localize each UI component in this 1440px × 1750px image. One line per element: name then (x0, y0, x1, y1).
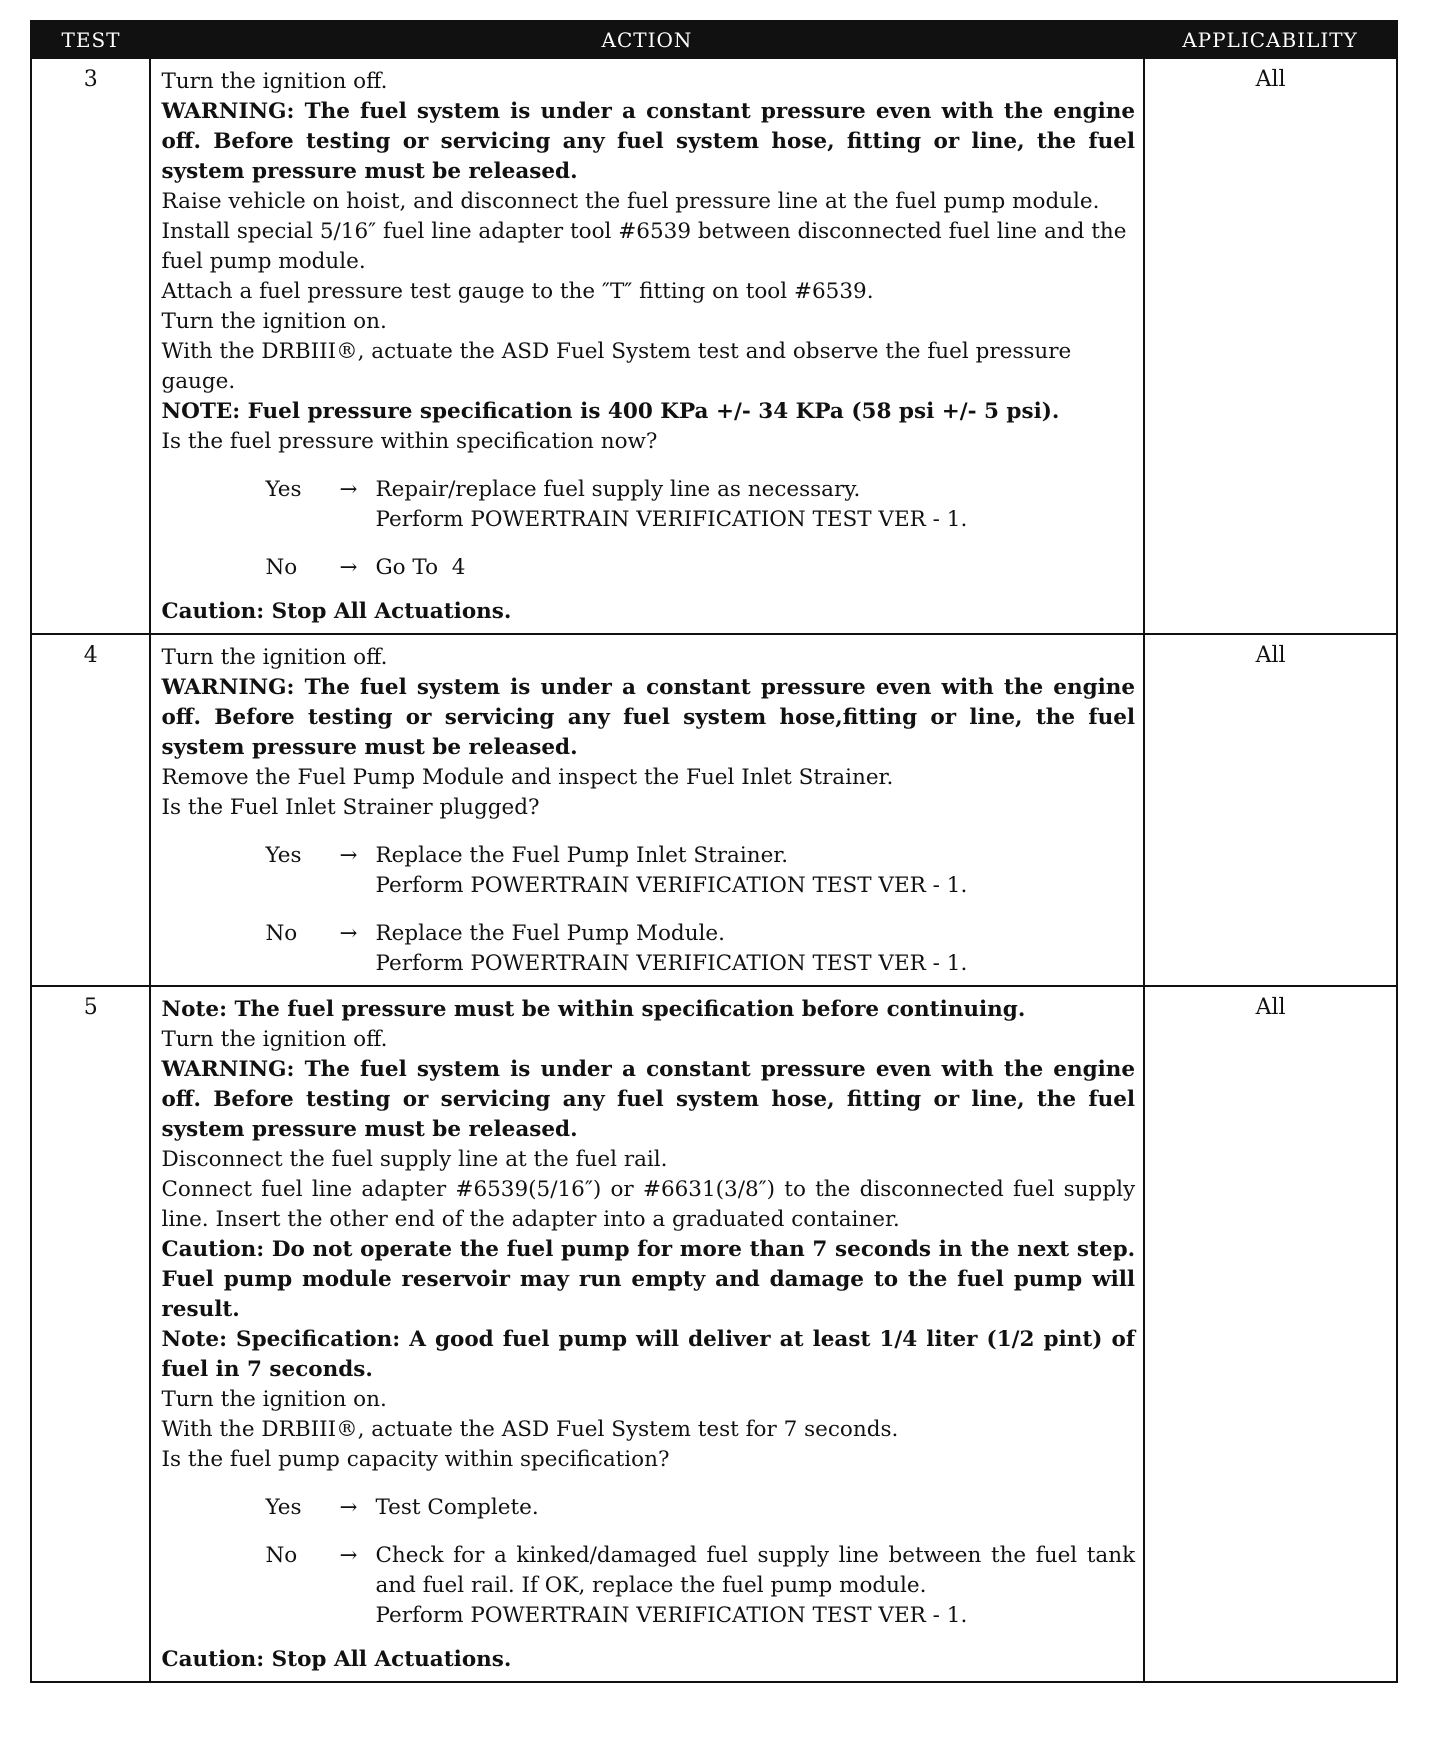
yes-label: Yes (265, 477, 302, 502)
step-text: Turn the ignition off. (161, 69, 388, 94)
no-label: No (265, 921, 298, 946)
caution-text: Caution: Do not operate the fuel pump for more than 7 seconds in the next step. Fuel pump module reservoir may run empty and damage to the fuel pump will result. (161, 1237, 1136, 1322)
test-number: 4 (32, 635, 151, 985)
step-text: Turn the ignition off. (161, 1027, 388, 1052)
question-text: Is the fuel pressure within specification now? (161, 429, 658, 454)
table-body (30, 59, 1398, 1683)
yes-result: Perform POWERTRAIN VERIFICATION TEST VER - 1. (375, 873, 968, 898)
arrow-icon: → (339, 843, 358, 868)
note-text: Note: Specification: A good fuel pump will deliver at least 1/4 liter (1/2 pint) of fuel in 7 seconds. (161, 1327, 1136, 1382)
yes-branch (265, 475, 1135, 535)
test-number: 3 (32, 59, 151, 633)
no-branch (265, 919, 1135, 979)
action-cell (151, 635, 1145, 985)
no-branch (265, 1541, 1135, 1631)
header-applicability: APPLICABILITY (1182, 27, 1358, 52)
step-text: Connect fuel line adapter #6539(5/16″) or #6631(3/8″) to the disconnected fuel supply line. Insert the other end of the adapter into a graduated container. (161, 1177, 1136, 1232)
header-action: ACTION (601, 27, 693, 52)
applicability: All (1255, 995, 1286, 1020)
note-text: Note: The fuel pressure must be within specification before continuing. (161, 997, 1026, 1022)
step-text: Turn the ignition off. (161, 645, 388, 670)
question-text: Is the Fuel Inlet Strainer plugged? (161, 795, 540, 820)
arrow-icon: → (339, 921, 358, 946)
step-text: Raise vehicle on hoist, and disconnect the fuel pressure line at the fuel pump module. (161, 189, 1100, 214)
no-branch (265, 553, 1135, 583)
test-number: 5 (32, 987, 151, 1681)
step-text: Turn the ignition on. (161, 309, 387, 334)
applicability: All (1255, 67, 1286, 92)
no-result: Check for a kinked/damaged fuel supply line between the fuel tank and fuel rail. If OK, replace the fuel pump module. (375, 1543, 1136, 1598)
step-text: Attach a fuel pressure test gauge to the ″T″ fitting on tool #6539. (161, 279, 874, 304)
arrow-icon: → (339, 1495, 358, 1520)
yes-label: Yes (265, 1495, 302, 1520)
yes-result: Test Complete. (375, 1495, 539, 1520)
warning-text: WARNING: The fuel system is under a constant pressure even with the engine off. Before testing or servicing any fuel system hose, fitting or line, the fuel system pressure must be released. (161, 1057, 1136, 1142)
yes-branch (265, 1493, 1135, 1523)
action-cell (151, 59, 1145, 633)
question-text: Is the fuel pump capacity within specification? (161, 1447, 670, 1472)
applicability: All (1255, 643, 1286, 668)
step-text: Remove the Fuel Pump Module and inspect the Fuel Inlet Strainer. (161, 765, 894, 790)
note-text: NOTE: Fuel pressure specification is 400 KPa +/- 34 KPa (58 psi +/- 5 psi). (161, 399, 1060, 424)
warning-text: WARNING: The fuel system is under a constant pressure even with the engine off. Before testing or servicing any fuel system hose,fitting or line, the fuel system pressure must be released. (161, 675, 1136, 760)
diagnostic-table (30, 20, 1398, 1683)
yes-result: Replace the Fuel Pump Inlet Strainer. (375, 843, 789, 868)
action-cell (151, 987, 1145, 1681)
table-header (30, 20, 1398, 59)
yes-label: Yes (265, 843, 302, 868)
test-row-5 (32, 985, 1396, 1681)
no-label: No (265, 1543, 298, 1568)
yes-result: Repair/replace fuel supply line as necessary. (375, 477, 861, 502)
arrow-icon: → (339, 555, 358, 580)
no-label: No (265, 555, 298, 580)
step-text: Turn the ignition on. (161, 1387, 387, 1412)
no-result: Perform POWERTRAIN VERIFICATION TEST VER - 1. (375, 951, 968, 976)
header-test: TEST (61, 27, 121, 52)
caution-text: Caution: Stop All Actuations. (161, 1647, 512, 1672)
step-text: With the DRBIII®, actuate the ASD Fuel System test for 7 seconds. (161, 1417, 899, 1442)
arrow-icon: → (339, 477, 358, 502)
caution-text: Caution: Stop All Actuations. (161, 599, 512, 624)
step-text: Disconnect the fuel supply line at the fuel rail. (161, 1147, 668, 1172)
warning-text: WARNING: The fuel system is under a constant pressure even with the engine off. Before testing or servicing any fuel system hose, fitting or line, the fuel system pressure must be released. (161, 99, 1136, 184)
yes-result: Perform POWERTRAIN VERIFICATION TEST VER - 1. (375, 507, 968, 532)
yes-branch (265, 841, 1135, 901)
test-row-4 (32, 633, 1396, 985)
test-row-3 (32, 59, 1396, 633)
step-text: With the DRBIII®, actuate the ASD Fuel System test and observe the fuel pressure gauge. (161, 339, 1072, 394)
arrow-icon: → (339, 1543, 358, 1568)
no-result: Replace the Fuel Pump Module. (375, 921, 725, 946)
no-result: Go To 4 (375, 555, 466, 580)
step-text: Install special 5/16″ fuel line adapter tool #6539 between disconnected fuel line and the fuel pump module. (161, 219, 1127, 274)
no-result: Perform POWERTRAIN VERIFICATION TEST VER - 1. (375, 1603, 968, 1628)
